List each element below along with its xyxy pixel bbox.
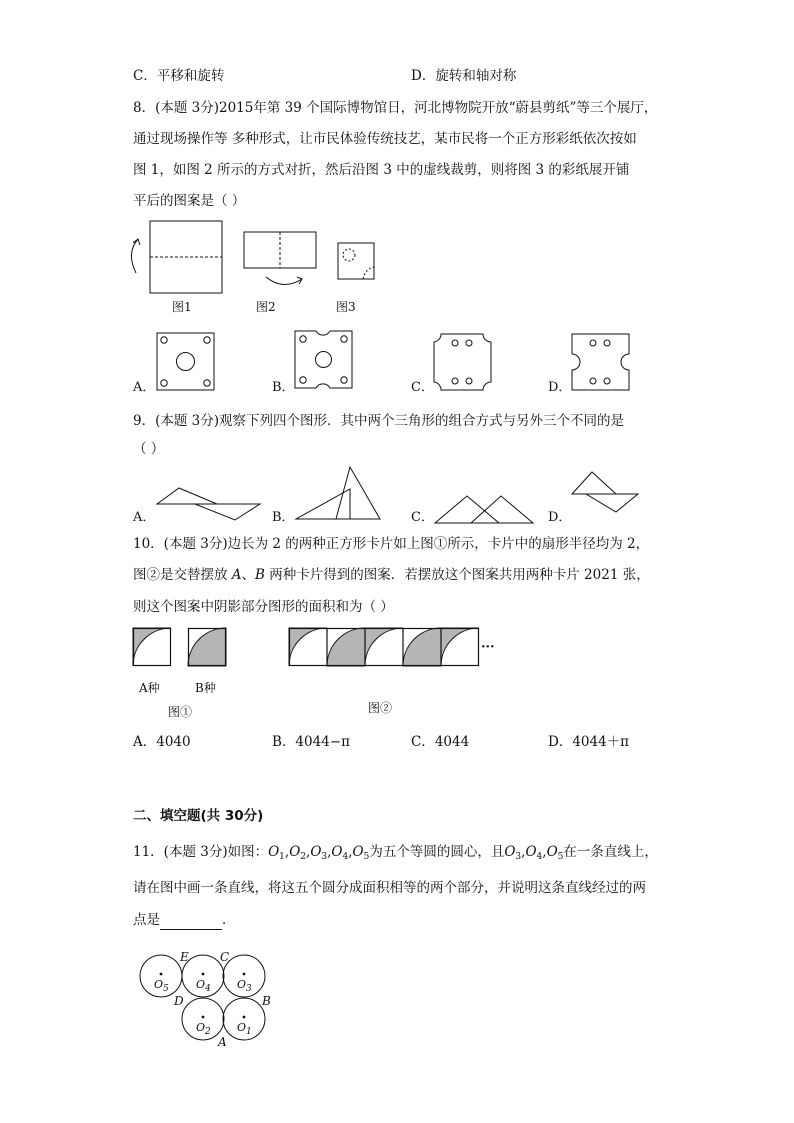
q8-option-a-figure [156,332,216,392]
fig3-square [338,243,374,279]
q10-ellipsis: ··· [481,640,495,655]
q10-card-a-caption: A种 [139,681,160,695]
q9-option-a-figure [155,484,265,524]
q8-line-4: 平后的图案是（ ） [133,193,246,209]
fig2-curved-arrow [266,277,302,285]
q8-line-2: 通过现场操作等 多种形式，让市民体验传统技艺，某市民将一个正方形彩纸依次按如 [133,131,637,147]
q9-option-a-label: A． [133,510,156,525]
q8-option-c-figure [433,333,493,393]
point-c: C [220,950,230,964]
q11-line-3: 点是 ． [133,912,236,928]
q8-fig2-caption: 图2 [256,300,276,314]
fig3-dashed-circle [343,249,355,261]
q9-option-c-figure [433,493,543,528]
center-o1: $O_1$ [237,1021,252,1037]
q10-card-b-caption: B种 [195,681,216,695]
q7-option-d: D．旋转和轴对称 [411,68,517,84]
q10-option-d: D．4044＋π [548,734,630,750]
q8-fig1-caption: 图1 [172,300,192,314]
q8-option-d-figure [571,333,631,393]
point-d: D [174,994,184,1008]
q8-option-d-label: D． [548,380,572,395]
section-2-title: 二、填空题(共 30分) [133,808,264,824]
point-a: A [218,1035,227,1049]
q10-line-2: 图②是交替摆放 A、B 两种卡片得到的图案．若摆放这个图案共用两种卡片 2021 张， [133,567,650,583]
center-o4: $O_4$ [196,978,211,994]
fig3-dashed-corner [363,267,374,279]
q9-option-c-label: C． [411,510,434,525]
point-e: E [180,950,189,964]
q8-option-b-figure [294,330,354,390]
q8-option-c-label: C． [411,380,434,395]
q7-option-c: C．平移和旋转 [133,68,225,84]
q11-line-2: 请在图中画一条直线，将这五个圆分成面积相等的两个部分，并说明这条直线经过的两 [133,880,646,896]
q10-option-a: A．4040 [133,734,191,750]
q10-card-b [188,628,228,668]
q9-option-d-label: D． [548,510,572,525]
q8-fig3-caption: 图3 [336,300,356,314]
q11-line-1: 11．(本题 3分)如图：$O_1,O_2,O_3,O_4,O_5$为五个等圆的圆心，且$O_3,O_4,O_5$在一条直线上， [133,844,658,862]
q10-card-a [133,628,173,668]
q10-option-c: C．4044 [411,734,470,750]
q8-option-a-label: A． [133,380,156,395]
q9-line-1: 9．(本题 3分)观察下列四个图形．其中两个三角形的组合方式与另外三个不同的是 [133,413,625,429]
q9-option-d-figure [570,470,645,515]
q10-option-b: B．4044−π [272,734,350,750]
q10-fig2-caption: 图② [368,701,393,715]
q10-line-1: 10．(本题 3分)边长为 2 的两种正方形卡片如上图①所示，卡片中的扇形半径均为 2， [133,536,650,552]
point-b: B [262,994,271,1008]
q10-line-3: 则这个图案中阴影部分图形的面积和为（ ） [133,599,394,615]
q8-option-b-label: B． [272,380,295,395]
center-o5: $O_5$ [154,978,169,994]
q8-line-3: 图 1，如图 2 所示的方式对折，然后沿图 3 中的虚线裁剪，则将图 3 的彩纸展开铺 [133,162,630,178]
q10-fig1-caption: 图① [168,705,193,719]
q8-line-1: 8．(本题 3分)2015年第 39 个国际博物馆日，河北博物院开放“蔚县剪纸”等三个展厅， [133,100,658,116]
q9-line-2: （ ） [133,441,165,457]
q9-option-b-figure [294,465,384,525]
fig1-curved-arrow [131,239,138,273]
q9-option-b-label: B． [272,510,295,525]
q11-answer-blank[interactable] [160,915,222,930]
q10-pattern [289,628,484,668]
center-o2: $O_2$ [196,1021,211,1037]
center-o3: $O_3$ [237,978,252,994]
